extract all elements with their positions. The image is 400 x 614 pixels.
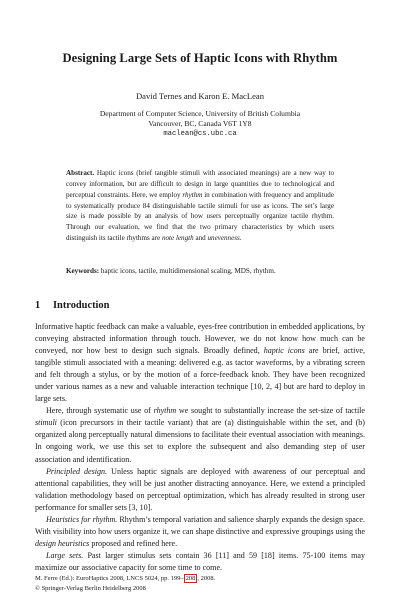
affiliation-department: Department of Computer Science, University of British Columbia bbox=[99, 109, 301, 118]
publication-footnote bbox=[35, 574, 365, 593]
copyright-line: © Springer-Verlag Berlin Heidelberg 2008 bbox=[35, 584, 146, 592]
paragraph-1: Informative haptic feedback can make a valuable, eyes-free contribution in embedded applications, by conveying abstracted information through touch. However, we do not know how much can be conveyed, nor how best to design such signals. Broadly defined, haptic icons are brief, active, tangible stimuli associated with a meaning: delivered e.g. as tactor waveforms, by a vibrating screen and felt through a stylus, or by the motion of a force-feedback knob. They have been recognized under various names as a new and valuable interaction technique [10, 2, 4] but are hard to deploy in large sets. bbox=[35, 322, 365, 404]
paragraph-large-sets: Large sets. Past larger stimulus sets contain 36 [11] and 59 [18] items. 75-100 items may maximize our associative capacity for some time to come. bbox=[35, 550, 366, 572]
affiliation-location: Vancouver, BC, Canada V6T 1Y8 bbox=[148, 119, 252, 129]
keywords-list: haptic icons, tactile, multidimensional scaling, MDS, rhythm. bbox=[100, 267, 276, 275]
page-number-highlight: 208 bbox=[185, 575, 196, 582]
section-title: Introduction bbox=[53, 300, 110, 311]
affiliation-block bbox=[20, 109, 380, 139]
paragraph-principled-design: Principled design. Unless haptic signals are deployed with awareness of our perceptual and attentional capabilities, they will be just another distracting annoyance. Here, we extend a principled validation methodology based on perceptual optimization, which has already resulted in strong user performance for smaller sets [3, 10]. bbox=[35, 466, 365, 512]
author-email: maclean@cs.ubc.ca bbox=[163, 130, 237, 139]
keywords-label: Keywords: bbox=[66, 267, 100, 275]
citation-line: M. Ferre (Ed.): EuroHaptics 2008, LNCS 5024, pp. 199– 208 , 2008. bbox=[35, 575, 216, 582]
section-heading-introduction bbox=[35, 300, 109, 311]
paragraph-heuristics-for-rhythm: Heuristics for rhythm. Rhythm’s temporal variation and salience sharply expands the design space. With visibility into how users organize it, we can shape distinctive and expressive groupings using the design heuristics proposed and refined here. bbox=[35, 514, 365, 548]
paper-title: Designing Large Sets of Haptic Icons with Rhythm bbox=[62, 51, 338, 65]
authors: David Ternes and Karon E. MacLean bbox=[135, 91, 265, 101]
paragraph-2: Here, through systematic use of rhythm we sought to substantially increase the set-size of tactile stimuli (icon precursors in their tactile variant) that are (a) distinguishable within the set, and (b) organized along perceptually natural dimensions to facilitate their eventual association with meanings. In ongoing work, we use this set to explore the subsequent and also demanding step of user association and identification. bbox=[35, 406, 365, 464]
abstract: Abstract. Haptic icons (brief tangible stimuli with associated meanings) are a new way to convey information, but are difficult to design in large quantities due to technological and perceptual constraints. Here, we employ rhythm in combination with frequency and amplitude to systematically produce 84 distinguishable tactile stimuli for use as icons. The set’s large size is made possible by an analysis of how users perceptually organize tactile rhythm. Through our evaluation, we find that the two primary characteristics by which users distinguish its tactile rhythms are note length and unevenness. bbox=[66, 169, 335, 243]
section-number: 1 bbox=[35, 300, 41, 311]
introduction-body bbox=[35, 321, 365, 574]
abstract-label: Abstract. bbox=[66, 169, 95, 177]
keywords bbox=[66, 266, 334, 277]
